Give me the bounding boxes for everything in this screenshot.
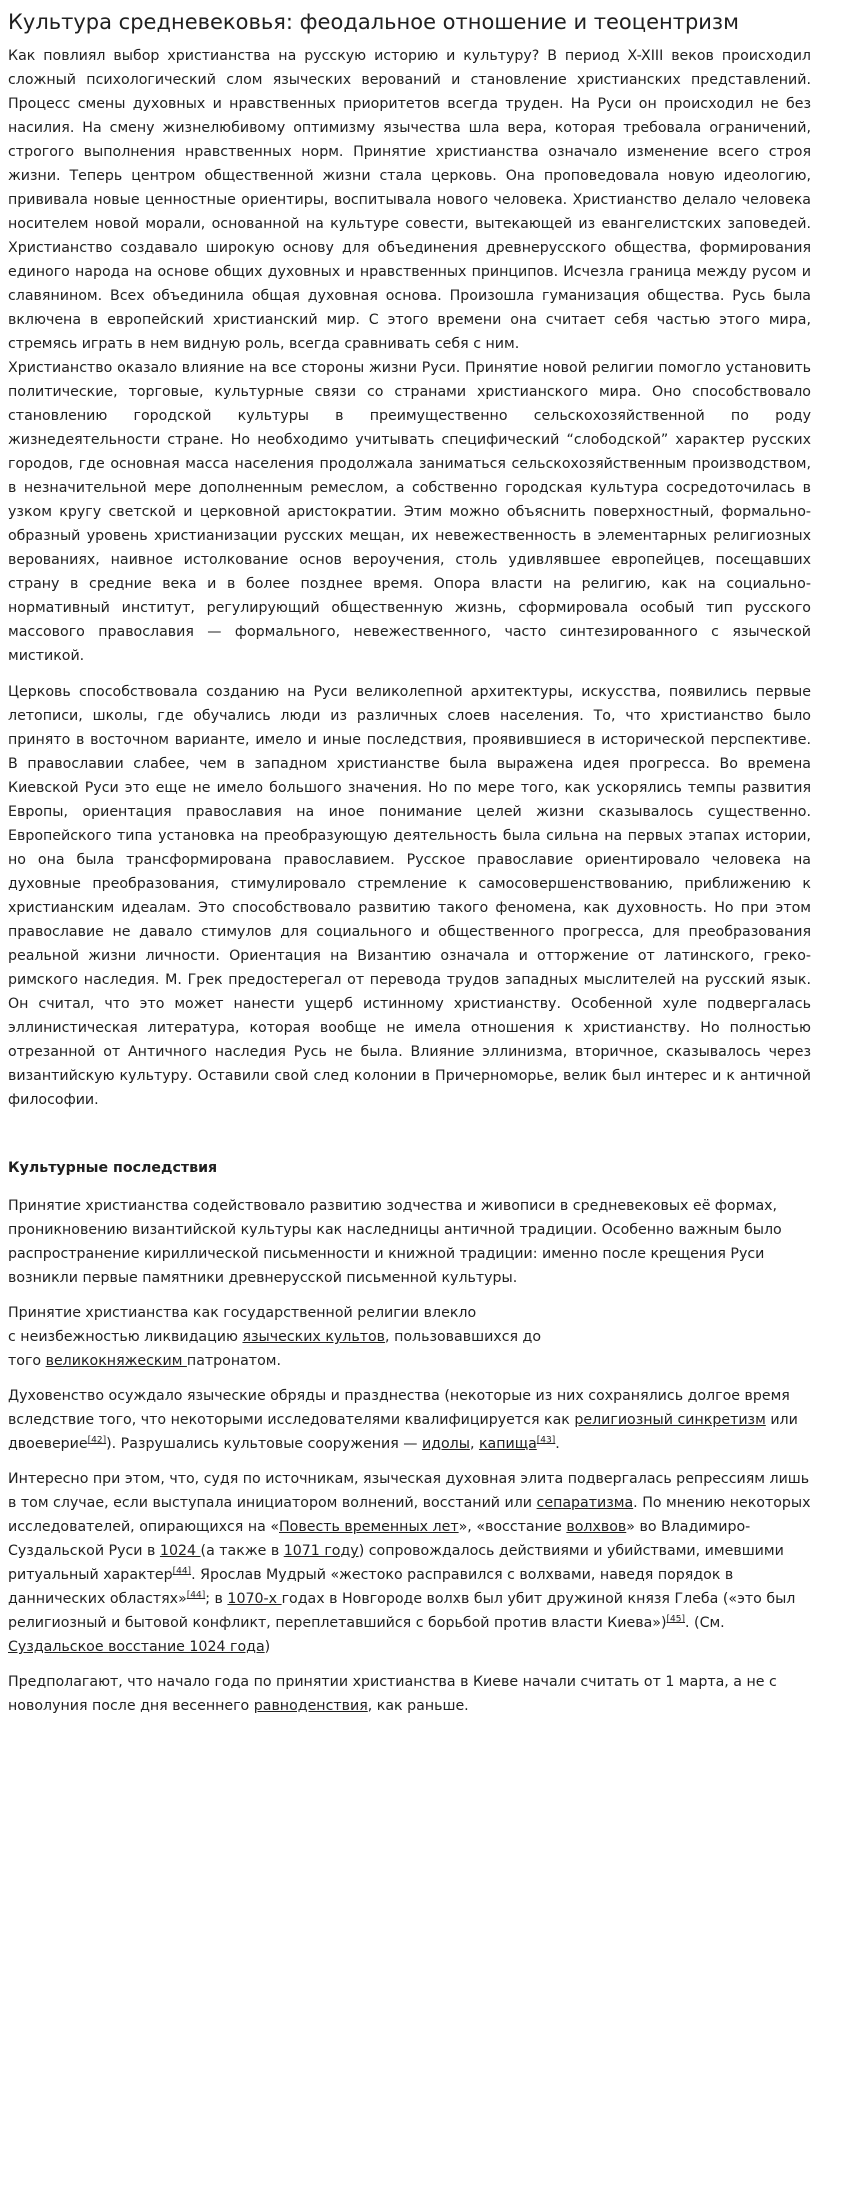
intro-paragraph: Христианство оказало влияние на все стороны жизни Руси. Принятие новой религии помогло установить политические, торговые, культурные связи со странами христианского мира. Оно способствовало становлению городской культуры в преимущественно сельскохозяйственной по роду жизнедеятельности стране. Но необходимо учитывать специфический “слободской” характер русских городов, где основная масса населения продолжала заниматься сельскохозяйственным производством, в незначительной мере дополненным ремеслом, а собственно городская культура сосредоточилась в узком кругу светской и церковной аристократии. Этим можно объяснить поверхностный, формально-образный уровень христианизации русских мещан, их невежественность в элементарных религиозных верованиях, наивное истолкование основ вероучения, столь удивлявшее европейцев, посещавших страну в средние века и в более позднее время. Опора власти на религию, как на социально-нормативный институт, регулирующий общественную жизнь, сформировала особый тип русского массового православия — формального, невежественного, часто синтезированного с языческой мистикой. xyxy=(8,360,811,664)
page-title: Культура средневековья: феодальное отношение и теоцентризм xyxy=(8,10,739,34)
footnote-ref[interactable]: [45] xyxy=(666,1614,686,1625)
link-volkhvs[interactable]: волхвов xyxy=(566,1519,627,1535)
text: . (См. xyxy=(685,1615,725,1631)
text: патронатом. xyxy=(186,1353,281,1369)
text: Интересно при этом, что, судя по источникам, языческая духовная элита подвергалась репрессиям лишь в том случае, если выступала инициатором волнений, восстаний или xyxy=(8,1471,810,1511)
text: с неизбежностью ликвидацию xyxy=(8,1329,243,1345)
footnote-ref[interactable]: [42] xyxy=(87,1435,107,1446)
text: того xyxy=(8,1353,46,1369)
link-suzdal-uprising[interactable]: Суздальское восстание 1024 года xyxy=(8,1639,265,1655)
text: , как раньше. xyxy=(367,1698,469,1714)
link-primary-chronicle[interactable]: Повесть временных лет xyxy=(279,1519,459,1535)
intro-paragraph: Церковь способствовала созданию на Руси великолепной архитектуры, искусства, появились первые летописи, школы, где обучались люди из различных слоев населения. То, что христианство было принято в восточном варианте, имело и иные последствия, проявившиеся в исторической перспективе. В православии слабее, чем в западном христианстве была выражена идея прогресса. Во времена Киевской Руси это еще не имело большого значения. Но по мере того, как ускорялись темпы развития Европы, ориентация православия на иное понимание целей жизни сказывалось существенно. Европейского типа установка на преобразующую деятельность была сильна на первых этапах истории, но она была трансформирована православием. Русское православие ориентировало человека на духовные преобразования, стимулировало стремление к самосовершенствованию, приближению к христианским идеалам. Это способствовало развитию такого феномена, как духовность. Но при этом православие не давало стимулов для социального и общественного прогресса, для преобразования реальной жизни личности. Ориентация на Византию означала и отторжение от латинского, греко-римского наследия. М. Грек предостерегал от перевода трудов западных мыслителей на русский язык. Он считал, что это может нанести ущерб истинному христианству. Особенной хуле подвергалась эллинистическая литература, которая вообще не имела отношения к христианству. Но полностью отрезанной от Античного наследия Русь не была. Влияние эллинизма, вторичное, сказывалось через византийскую культуру. Оставили свой след колонии в Причерноморье, велик был интерес и к античной философии. xyxy=(8,684,811,1108)
text: ) xyxy=(264,1639,271,1655)
link-year-1071[interactable]: 1071 году xyxy=(283,1543,359,1559)
text: ) сопровождалось действиями и убийствами, имевшими ритуальный характер xyxy=(8,1543,784,1583)
text: . По мнению некоторых исследователей, опирающихся на « xyxy=(8,1495,811,1535)
text: Духовенство осуждало языческие обряды и празднества (некоторые из них сохранялись долгое время вследствие того, что некоторыми исследователями квалифицируется как xyxy=(8,1388,790,1428)
link-idols[interactable]: идолы xyxy=(421,1436,470,1452)
text: Предполагают, что начало года по принятии христианства в Киеве начали считать от 1 марта, а не с новолуния после дня весеннего xyxy=(8,1674,777,1714)
footnote-ref[interactable]: [44] xyxy=(186,1590,206,1601)
text: » во Владимиро-Суздальской Руси в xyxy=(8,1519,751,1559)
link-religious-syncretism[interactable]: религиозный синкретизм xyxy=(574,1412,766,1428)
paragraph xyxy=(8,1384,811,1456)
text: », «восстание xyxy=(458,1519,567,1535)
intro-section xyxy=(8,44,811,1112)
footnote-ref[interactable]: [44] xyxy=(172,1566,192,1577)
text: годах в Новгороде волхв был убит дружиной князя Глеба («это был религиозный и бытовой конфликт, переплетавшийся с борьбой против власти Киева») xyxy=(8,1591,796,1631)
text: или двоеверие xyxy=(8,1412,798,1452)
link-separatism[interactable]: сепаратизма xyxy=(536,1495,634,1511)
text: . xyxy=(555,1436,560,1452)
section-heading: Культурные последствия xyxy=(8,1160,218,1176)
paragraph xyxy=(8,1467,811,1659)
link-1070s[interactable]: 1070-х xyxy=(227,1591,282,1607)
text: , пользовавшихся до xyxy=(385,1329,542,1345)
text: , xyxy=(469,1436,479,1452)
paragraph: Принятие христианства содействовало развитию зодчества и живописи в средневековых её формах, проникновению византийской культуры как наследницы античной традиции. Особенно важным было распространение кириллической письменности и книжной традиции: именно после крещения Руси возникли первые памятники древнерусской письменной культуры. xyxy=(8,1198,782,1286)
intro-paragraph: Как повлиял выбор христианства на русскую историю и культуру? В период X-XIII веков происходил сложный психологический слом языческих верований и становление христианских представлений. Процесс смены духовных и нравственных приоритетов всегда труден. На Руси он происходил не без насилия. На смену жизнелюбивому оптимизму язычества шла вера, которая требовала ограничений, строгого выполнения нравственных норм. Принятие христианства означало изменение всего строя жизни. Теперь центром общественной жизни стала церковь. Она проповедовала новую идеологию, прививала новые ценностные ориентиры, воспитывала нового человека. Христианство делало человека носителем новой морали, основанной на культуре совести, вытекающей из евангелистских заповедей. Христианство создавало широкую основу для объединения древнерусского общества, формирования единого народа на основе общих духовных и нравственных принципов. Исчезла граница между русом и славянином. Всех объединила общая духовная основа. Произошла гуманизация общества. Русь была включена в европейский христианский мир. С этого времени она считает себя частью этого мира, стремясь играть в нем видную роль, всегда сравнивать себя с ним. xyxy=(8,48,811,352)
text: . Ярослав Мудрый «жестоко расправился с волхвами, наведя порядок в даннических областях» xyxy=(8,1567,734,1607)
link-grand-ducal[interactable]: великокняжеским xyxy=(45,1353,187,1369)
text: ; в xyxy=(205,1591,228,1607)
footnote-ref[interactable]: [43] xyxy=(536,1435,556,1446)
text: (а также в xyxy=(200,1543,284,1559)
paragraph xyxy=(8,1301,811,1373)
text: Принятие христианства как государственной религии влекло xyxy=(8,1305,477,1321)
link-equinox[interactable]: равноденствия xyxy=(253,1698,368,1714)
link-year-1024[interactable]: 1024 xyxy=(159,1543,201,1559)
link-kapishcha[interactable]: капища xyxy=(478,1436,537,1452)
consequences-section xyxy=(8,1194,811,1718)
text: ). Разрушались культовые сооружения — xyxy=(106,1436,422,1452)
link-pagan-cults[interactable]: языческих культов xyxy=(242,1329,386,1345)
paragraph xyxy=(8,1670,811,1718)
